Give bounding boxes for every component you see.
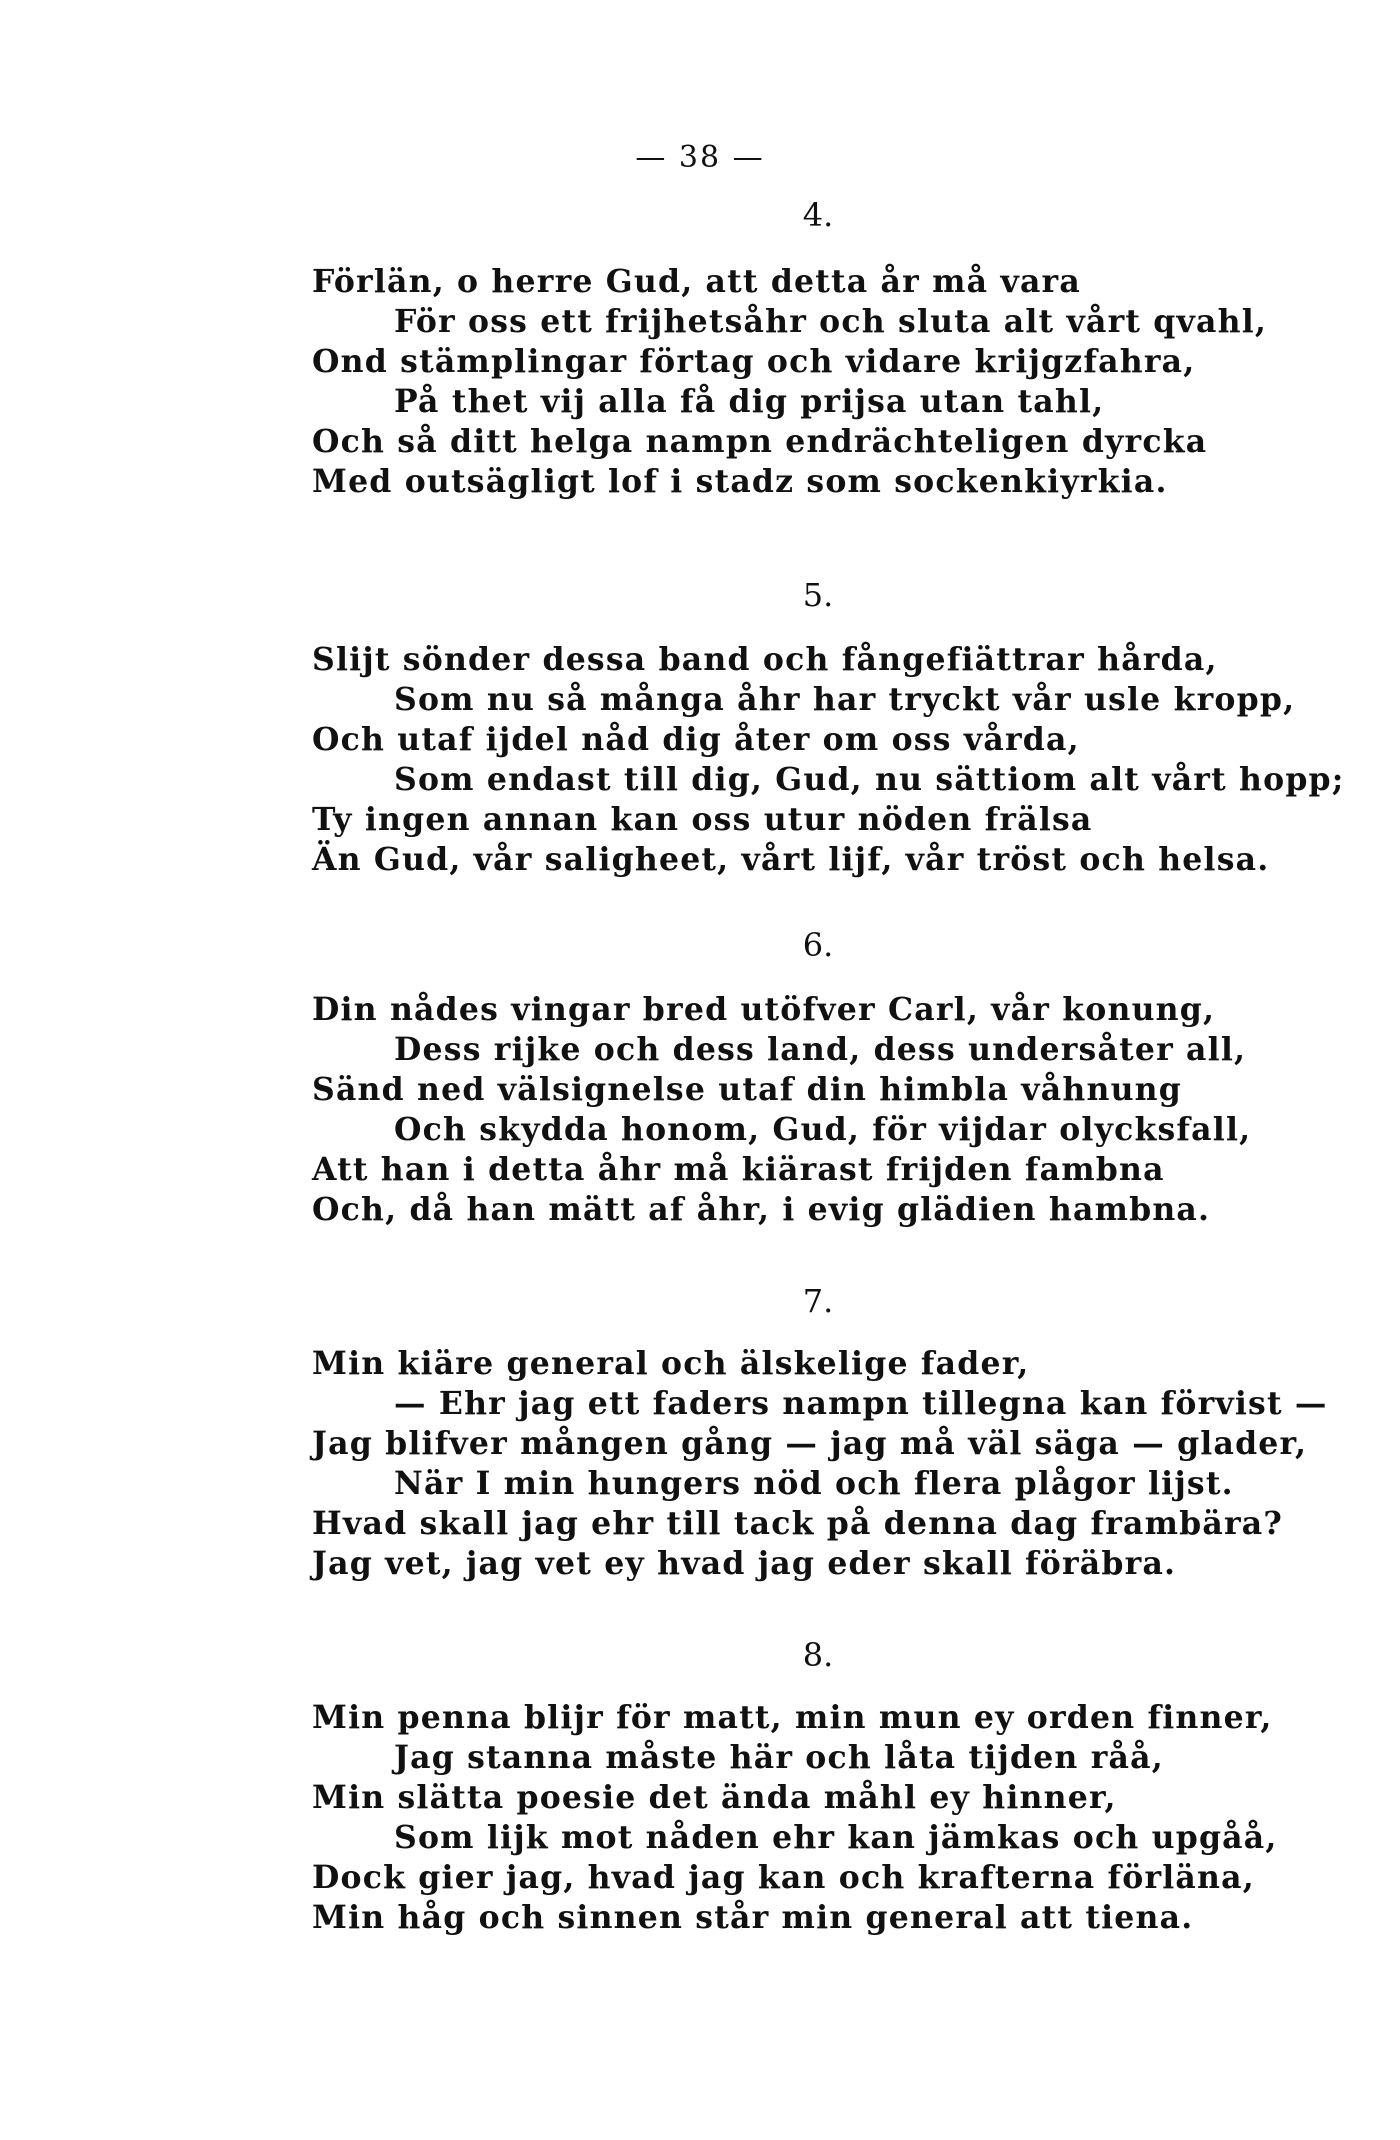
verse-line: Att han i detta åhr må kiärast frijden fambna (312, 1151, 1165, 1188)
verse-line: Som nu så många åhr har tryckt vår usle kropp, (394, 681, 1296, 718)
verse-line: Sänd ned välsignelse utaf din himbla våhnung (312, 1071, 1183, 1108)
verse-line: Slijt sönder dessa band och fångefiättrar hårda, (312, 641, 1218, 678)
verse-line: När I min hungers nöd och flera plågor lijst. (394, 1465, 1234, 1502)
verse-line: Och utaf ijdel nåd dig åter om oss vårda, (312, 721, 1080, 758)
verse-line: Min penna blijr för matt, min mun ey orden finner, (312, 1699, 1273, 1736)
verse-line: Dock gier jag, hvad jag kan och krafterna förläna, (312, 1859, 1255, 1896)
verse-line: Som endast till dig, Gud, nu sättiom alt vårt hopp; (394, 761, 1345, 798)
verse-line: Förlän, o herre Gud, att detta år må vara (312, 263, 1081, 300)
verse-line: Ond stämplingar förtag och vidare krijgzfahra, (312, 343, 1196, 380)
verse-line: Och skydda honom, Gud, för vijdar olycksfall, (394, 1111, 1252, 1148)
verse-line: — Ehr jag ett faders nampn tillegna kan förvist — (394, 1385, 1328, 1422)
verse-line: Dess rijke och dess land, dess undersåter all, (394, 1031, 1247, 1068)
verse-line: Jag stanna måste här och låta tijden råå, (394, 1739, 1164, 1776)
verse-line: Min slätta poesie det ända måhl ey hinner, (312, 1779, 1117, 1816)
verse-line: Med outsägligt lof i stadz som sockenkiyrkia. (312, 463, 1168, 500)
verse-line: På thet vij alla få dig prijsa utan tahl, (394, 383, 1105, 420)
stanza-number: 5. (802, 576, 834, 614)
stanza-number: 6. (802, 926, 834, 964)
stanza-number: 4. (802, 196, 834, 234)
verse-line: Jag vet, jag vet ey hvad jag eder skall föräbra. (312, 1545, 1177, 1582)
verse-line: Ty ingen annan kan oss utur nöden frälsa (312, 801, 1093, 838)
stanza-number: 8. (802, 1636, 834, 1674)
verse-line: Än Gud, vår saligheet, vårt lijf, vår tröst och helsa. (312, 841, 1270, 878)
page-number: — 38 — (635, 140, 765, 175)
stanza-number: 7. (802, 1282, 834, 1320)
verse-line: Hvad skall jag ehr till tack på denna dag frambära? (312, 1505, 1284, 1542)
verse-line: Min håg och sinnen står min general att tiena. (312, 1899, 1194, 1936)
verse-line: Och så ditt helga nampn endrächteligen dyrcka (312, 423, 1208, 460)
verse-line: För oss ett frijhetsåhr och sluta alt vårt qvahl, (394, 303, 1268, 340)
verse-line: Min kiäre general och älskelige fader, (312, 1345, 1030, 1382)
verse-line: Och, då han mätt af åhr, i evig glädien hambna. (312, 1191, 1211, 1228)
verse-line: Jag blifver mången gång — jag må väl säga — glader, (312, 1425, 1308, 1462)
verse-line: Som lijk mot nåden ehr kan jämkas och upgåå, (394, 1819, 1278, 1856)
verse-line: Din nådes vingar bred utöfver Carl, vår konung, (312, 991, 1216, 1028)
